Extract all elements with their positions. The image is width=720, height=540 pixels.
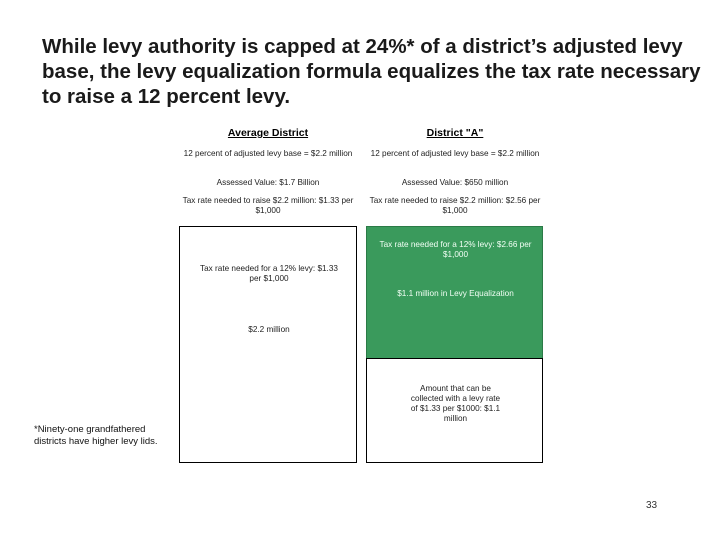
average-box-amount-text: $2.2 million (248, 325, 290, 334)
district-a-box-rate-text: Tax rate needed for a 12% levy: $2.66 per $1,000 (379, 240, 532, 259)
average-box-rate-text: Tax rate needed for a 12% levy: $1.33 per $1,000 (200, 264, 338, 283)
slide-title: While levy authority is capped at 24%* of a district’s adjusted levy base, the levy equalization formula equalizes the tax rate necessary to raise a 12 percent levy. (42, 35, 701, 108)
district-a-assessed-value-text: Assessed Value: $650 million (401, 178, 509, 187)
page-number: 33 (646, 500, 658, 511)
district-a-collected-box (366, 358, 543, 463)
district-a-heading: District "A" (426, 127, 484, 139)
district-a-tax-rate-text: Tax rate needed to raise $2.2 million: $2.56 per $1,000 (369, 196, 541, 215)
district-a-equalization-box (366, 226, 543, 359)
district-a-levy-base-text: 12 percent of adjusted levy base = $2.2 million (370, 149, 540, 158)
average-assessed-value-text: Assessed Value: $1.7 Billion (216, 178, 320, 187)
average-tax-rate-text: Tax rate needed to raise $2.2 million: $1.33 per $1,000 (182, 196, 354, 215)
average-district-box (179, 226, 357, 463)
footnote: *Ninety-one grandfathered districts have higher levy lids. (34, 424, 158, 447)
average-district-heading: Average District (227, 127, 309, 139)
district-a-collected-text: Amount that can be collected with a levy rate of $1.33 per $1000: $1.1 million (410, 384, 501, 423)
district-a-equalization-text: $1.1 million in Levy Equalization (397, 289, 514, 298)
average-levy-base-text: 12 percent of adjusted levy base = $2.2 million (183, 149, 353, 158)
